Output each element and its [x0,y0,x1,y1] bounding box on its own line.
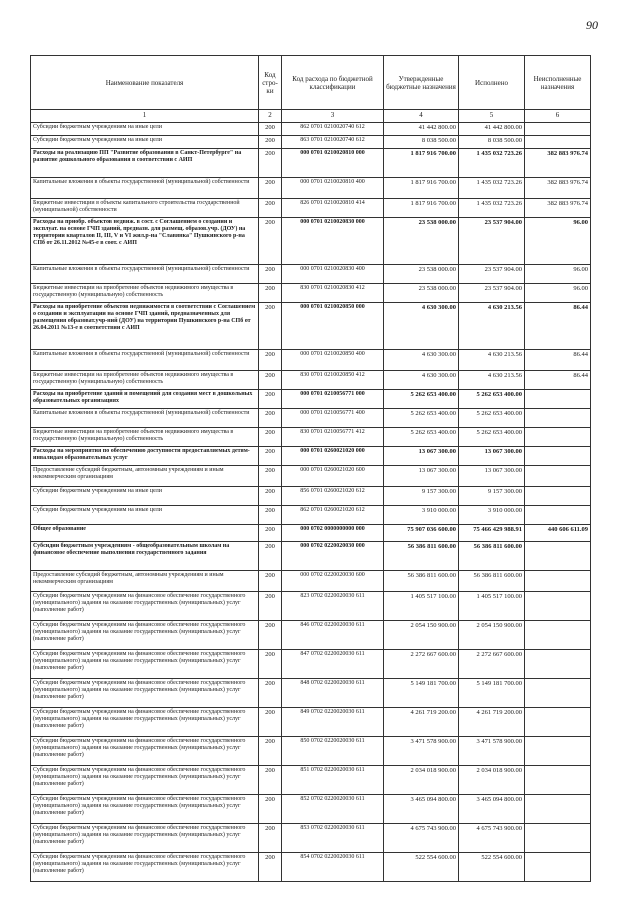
row-line-code-cell: 200 [259,136,282,149]
table-row [31,621,591,650]
column-number: 5 [459,110,525,123]
row-unexecuted-cell [525,708,591,737]
row-unexecuted-cell [525,409,591,428]
column-number: 6 [525,110,591,123]
table-row [31,265,591,284]
row-expense-code-cell: 000 0701 0210056771 400 [282,409,384,428]
row-line-code-cell: 200 [259,487,282,506]
row-unexecuted-cell [525,737,591,766]
row-expense-code-cell: 000 0701 0260021020 600 [282,466,384,487]
row-name-cell: Бюджетные инвестиции на приобретение объектов недвижимого имущества в государственную (муниципальную) собственность [31,371,259,390]
row-approved-cell: 5 262 653 400.00 [384,409,459,428]
row-executed-cell: 2 054 150 900.00 [459,621,525,650]
row-expense-code-cell: 000 0702 0220020030 000 [282,542,384,571]
row-name-cell: Расходы на приобретение зданий и помещений для создания мест в дошкольных образовательных организациях [31,390,259,409]
row-line-code-cell: 200 [259,149,282,178]
row-executed-cell: 5 262 653 400.00 [459,409,525,428]
row-executed-cell: 522 554 600.00 [459,853,525,882]
row-approved-cell: 4 630 300.00 [384,371,459,390]
table-row [31,303,591,350]
row-name-cell: Предоставление субсидий бюджетным, автономным учреждениям и иным некоммерческим организациям [31,466,259,487]
row-approved-cell: 8 038 500.00 [384,136,459,149]
row-executed-cell: 4 261 719 200.00 [459,708,525,737]
row-executed-cell: 41 442 800.00 [459,123,525,136]
row-line-code-cell: 200 [259,390,282,409]
row-line-code-cell: 200 [259,178,282,199]
row-approved-cell: 23 538 000.00 [384,284,459,303]
row-expense-code-cell: 000 0701 0260021020 000 [282,447,384,466]
table-row [31,737,591,766]
row-name-cell: Расходы на реализацию ПП "Развитие образования в Санкт-Петербурге" на развитие дошкольного образования в соответствии с АИП [31,149,259,178]
row-name-cell: Капитальные вложения в объекты государственной (муниципальной) собственности [31,350,259,371]
table-row [31,178,591,199]
table-row [31,542,591,571]
budget-execution-table [30,55,591,882]
row-approved-cell: 3 465 094 800.00 [384,795,459,824]
row-name-cell: Субсидии бюджетным учреждениям на финансовое обеспечение государственного (муниципального) задания на оказание государственных (муниципальных) услуг (выполнение работ) [31,592,259,621]
row-name-cell: Расходы на мероприятия по обеспечению доступности предоставляемых детям-инвалидам образовательных услуг [31,447,259,466]
table-row [31,149,591,178]
row-name-cell: Субсидии бюджетным учреждениям на иные цели [31,123,259,136]
row-name-cell: Бюджетные инвестиции в объекты капитального строительства государственной (муниципальной) собственности [31,199,259,218]
row-executed-cell: 23 537 904.00 [459,284,525,303]
table-row [31,428,591,447]
table-row [31,853,591,882]
header-name: Наименование показателя [31,56,259,110]
table-row [31,650,591,679]
row-name-cell: Субсидии бюджетным учреждениям на финансовое обеспечение государственного (муниципального) задания на оказание государственных (муниципальных) услуг (выполнение работ) [31,737,259,766]
row-line-code-cell: 200 [259,218,282,265]
row-executed-cell: 4 630 213.56 [459,350,525,371]
row-approved-cell: 1 817 916 700.00 [384,149,459,178]
row-unexecuted-cell [525,824,591,853]
row-expense-code-cell: 830 0701 0210020850 412 [282,371,384,390]
row-name-cell: Расходы на приобр. объектов недвиж. в сост. с Соглашением о создании и эксплуат. на основе ГЧП зданий, предназн. для размещ. образов.учр. (ДОУ) на территории кварталов II, III, V и VI жил.р-на "Славянка" Пушкинского р-на СПб от 26.11.2012 №45-е в соот. с АИП [31,218,259,265]
row-line-code-cell: 200 [259,621,282,650]
row-unexecuted-cell [525,390,591,409]
row-unexecuted-cell [525,795,591,824]
row-approved-cell: 23 538 000.00 [384,265,459,284]
table-row [31,350,591,371]
row-expense-code-cell: 862 0701 0260021020 612 [282,506,384,525]
row-unexecuted-cell [525,853,591,882]
row-unexecuted-cell [525,542,591,571]
table-row [31,390,591,409]
row-executed-cell: 1 435 032 723.26 [459,199,525,218]
row-unexecuted-cell [525,123,591,136]
row-approved-cell: 3 910 000.00 [384,506,459,525]
row-approved-cell: 4 630 300.00 [384,303,459,350]
row-approved-cell: 2 272 667 600.00 [384,650,459,679]
table-row [31,123,591,136]
row-executed-cell: 56 386 811 600.00 [459,571,525,592]
row-expense-code-cell: 863 0701 0210020740 612 [282,136,384,149]
row-name-cell: Субсидии бюджетным учреждениям на иные цели [31,136,259,149]
row-approved-cell: 1 817 916 700.00 [384,178,459,199]
row-line-code-cell: 200 [259,447,282,466]
row-executed-cell: 13 067 300.00 [459,447,525,466]
row-name-cell: Субсидии бюджетным учреждениям на иные цели [31,487,259,506]
row-executed-cell: 8 038 500.00 [459,136,525,149]
row-line-code-cell: 200 [259,650,282,679]
row-line-code-cell: 200 [259,571,282,592]
row-unexecuted-cell: 96.00 [525,284,591,303]
table-row [31,466,591,487]
row-approved-cell: 1 817 916 700.00 [384,199,459,218]
row-expense-code-cell: 826 0701 0210020810 414 [282,199,384,218]
table-row [31,199,591,218]
row-name-cell: Капитальные вложения в объекты государственной (муниципальной) собственности [31,178,259,199]
table-row [31,409,591,428]
row-expense-code-cell: 000 0701 0210020830 400 [282,265,384,284]
row-line-code-cell: 200 [259,708,282,737]
row-line-code-cell: 200 [259,409,282,428]
row-unexecuted-cell [525,679,591,708]
row-unexecuted-cell: 382 883 976.74 [525,149,591,178]
table-row [31,795,591,824]
row-executed-cell: 23 537 904.00 [459,218,525,265]
row-name-cell: Бюджетные инвестиции на приобретение объектов недвижимого имущества в государственную (муниципальную) собственность [31,284,259,303]
row-unexecuted-cell: 86.44 [525,303,591,350]
row-executed-cell: 1 435 032 723.26 [459,149,525,178]
row-name-cell: Субсидии бюджетным учреждениям на финансовое обеспечение государственного (муниципального) задания на оказание государственных (муниципальных) услуг (выполнение работ) [31,679,259,708]
row-name-cell: Капитальные вложения в объекты государственной (муниципальной) собственности [31,265,259,284]
row-unexecuted-cell [525,466,591,487]
row-name-cell: Расходы на приобретение объектов недвижимости в соответствии с Соглашением о создании и эксплуатации на основе ГЧП зданий, предназначенных для размещения образоват.учр-ний (ДОУ) на территории Пушкинского р-на СПб от 26.04.2011 №13-е в соответствии с АИП [31,303,259,350]
row-expense-code-cell: 846 0702 0220020030 611 [282,621,384,650]
row-approved-cell: 4 261 719 200.00 [384,708,459,737]
row-unexecuted-cell [525,136,591,149]
row-approved-cell: 5 149 181 700.00 [384,679,459,708]
row-unexecuted-cell [525,428,591,447]
row-name-cell: Капитальные вложения в объекты государственной (муниципальной) собственности [31,409,259,428]
row-line-code-cell: 200 [259,525,282,542]
row-executed-cell: 2 272 667 600.00 [459,650,525,679]
row-name-cell: Субсидии бюджетным учреждениям на финансовое обеспечение государственного (муниципального) задания на оказание государственных (муниципальных) услуг (выполнение работ) [31,824,259,853]
row-line-code-cell: 200 [259,303,282,350]
row-expense-code-cell: 849 0702 0220020030 611 [282,708,384,737]
row-expense-code-cell: 830 0701 0210020830 412 [282,284,384,303]
row-unexecuted-cell [525,487,591,506]
row-name-cell: Субсидии бюджетным учреждениям - общеобразовательным школам на финансовое обеспечение выполнения государственного задания [31,542,259,571]
row-line-code-cell: 200 [259,199,282,218]
row-unexecuted-cell: 86.44 [525,350,591,371]
row-name-cell: Предоставление субсидий бюджетным, автономным учреждениям и иным некоммерческим организациям [31,571,259,592]
row-approved-cell: 5 262 653 400.00 [384,428,459,447]
row-expense-code-cell: 853 0702 0220020030 611 [282,824,384,853]
table-row [31,766,591,795]
row-expense-code-cell: 856 0701 0260021020 612 [282,487,384,506]
row-unexecuted-cell: 96.00 [525,265,591,284]
table-row [31,371,591,390]
table-row [31,506,591,525]
row-approved-cell: 522 554 600.00 [384,853,459,882]
table-row [31,136,591,149]
row-line-code-cell: 200 [259,466,282,487]
table-row [31,708,591,737]
row-approved-cell: 4 630 300.00 [384,350,459,371]
row-executed-cell: 1 405 517 100.00 [459,592,525,621]
row-line-code-cell: 200 [259,506,282,525]
row-approved-cell: 75 907 036 600.00 [384,525,459,542]
header-line-code: Код стро-ки [259,56,282,110]
row-unexecuted-cell [525,650,591,679]
row-approved-cell: 23 538 000.00 [384,218,459,265]
row-expense-code-cell: 000 0702 0220020030 600 [282,571,384,592]
row-approved-cell: 4 675 743 900.00 [384,824,459,853]
row-line-code-cell: 200 [259,766,282,795]
row-executed-cell: 2 034 018 900.00 [459,766,525,795]
row-line-code-cell: 200 [259,824,282,853]
row-line-code-cell: 200 [259,542,282,571]
row-executed-cell: 3 471 578 900.00 [459,737,525,766]
row-executed-cell: 13 067 300.00 [459,466,525,487]
column-number: 4 [384,110,459,123]
row-expense-code-cell: 830 0701 0210056771 412 [282,428,384,447]
row-line-code-cell: 200 [259,853,282,882]
column-number: 3 [282,110,384,123]
row-unexecuted-cell [525,571,591,592]
row-executed-cell: 75 466 429 988.91 [459,525,525,542]
row-name-cell: Субсидии бюджетным учреждениям на финансовое обеспечение государственного (муниципального) задания на оказание государственных (муниципальных) услуг (выполнение работ) [31,853,259,882]
row-name-cell: Субсидии бюджетным учреждениям на финансовое обеспечение государственного (муниципального) задания на оказание государственных (муниципальных) услуг (выполнение работ) [31,621,259,650]
page-number: 90 [586,18,598,32]
row-line-code-cell: 200 [259,371,282,390]
row-expense-code-cell: 852 0702 0220020030 611 [282,795,384,824]
row-approved-cell: 41 442 800.00 [384,123,459,136]
row-executed-cell: 23 537 904.00 [459,265,525,284]
row-executed-cell: 5 262 653 400.00 [459,428,525,447]
row-approved-cell: 56 386 811 600.00 [384,542,459,571]
header-approved: Утвержденные бюджетные назначения [384,56,459,110]
row-name-cell: Субсидии бюджетным учреждениям на финансовое обеспечение государственного (муниципального) задания на оказание государственных (муниципальных) услуг (выполнение работ) [31,708,259,737]
table-row [31,592,591,621]
row-expense-code-cell: 000 0701 0210056771 000 [282,390,384,409]
row-executed-cell: 9 157 300.00 [459,487,525,506]
table-row [31,679,591,708]
row-approved-cell: 13 067 300.00 [384,447,459,466]
column-number-row [31,110,591,123]
row-executed-cell: 4 630 213.56 [459,303,525,350]
row-approved-cell: 56 386 811 600.00 [384,571,459,592]
table-row [31,218,591,265]
header-executed: Исполнено [459,56,525,110]
row-line-code-cell: 200 [259,428,282,447]
table-row [31,571,591,592]
row-name-cell: Бюджетные инвестиции на приобретение объектов недвижимого имущества в государственную (муниципальную) собственность [31,428,259,447]
row-executed-cell: 5 262 653 400.00 [459,390,525,409]
row-expense-code-cell: 848 0702 0220020030 611 [282,679,384,708]
row-approved-cell: 2 034 018 900.00 [384,766,459,795]
table-row [31,525,591,542]
row-unexecuted-cell [525,621,591,650]
row-executed-cell: 1 435 032 723.26 [459,178,525,199]
row-approved-cell: 13 067 300.00 [384,466,459,487]
row-approved-cell: 2 054 150 900.00 [384,621,459,650]
row-expense-code-cell: 000 0701 0210020830 000 [282,218,384,265]
table-body [31,123,591,882]
row-expense-code-cell: 000 0702 0000000000 000 [282,525,384,542]
row-unexecuted-cell: 382 883 976.74 [525,199,591,218]
row-expense-code-cell: 850 0702 0220020030 611 [282,737,384,766]
row-line-code-cell: 200 [259,265,282,284]
header-expense-code: Код расхода по бюджетной классификации [282,56,384,110]
row-executed-cell: 5 149 181 700.00 [459,679,525,708]
row-unexecuted-cell [525,506,591,525]
row-approved-cell: 3 471 578 900.00 [384,737,459,766]
row-unexecuted-cell [525,592,591,621]
row-line-code-cell: 200 [259,795,282,824]
row-approved-cell: 9 157 300.00 [384,487,459,506]
row-line-code-cell: 200 [259,679,282,708]
row-approved-cell: 5 262 653 400.00 [384,390,459,409]
column-number: 2 [259,110,282,123]
row-expense-code-cell: 000 0701 0210020850 000 [282,303,384,350]
row-executed-cell: 4 675 743 900.00 [459,824,525,853]
row-unexecuted-cell: 86.44 [525,371,591,390]
row-expense-code-cell: 847 0702 0220020030 611 [282,650,384,679]
row-unexecuted-cell: 382 883 976.74 [525,178,591,199]
column-number: 1 [31,110,259,123]
row-unexecuted-cell: 440 606 611.09 [525,525,591,542]
table-row [31,284,591,303]
row-line-code-cell: 200 [259,350,282,371]
row-expense-code-cell: 000 0701 0210020810 000 [282,149,384,178]
row-name-cell: Общее образование [31,525,259,542]
table-header-row [31,56,591,110]
table-row [31,824,591,853]
row-unexecuted-cell: 96.00 [525,218,591,265]
row-unexecuted-cell [525,766,591,795]
table-row [31,487,591,506]
row-expense-code-cell: 854 0702 0220020030 611 [282,853,384,882]
row-executed-cell: 56 386 811 600.00 [459,542,525,571]
table-row [31,447,591,466]
row-expense-code-cell: 000 0701 0210020810 400 [282,178,384,199]
row-name-cell: Субсидии бюджетным учреждениям на финансовое обеспечение государственного (муниципального) задания на оказание государственных (муниципальных) услуг (выполнение работ) [31,795,259,824]
header-unexecuted: Неисполненные назначения [525,56,591,110]
row-expense-code-cell: 862 0701 0210020740 612 [282,123,384,136]
row-unexecuted-cell [525,447,591,466]
row-name-cell: Субсидии бюджетным учреждениям на иные цели [31,506,259,525]
row-line-code-cell: 200 [259,592,282,621]
row-name-cell: Субсидии бюджетным учреждениям на финансовое обеспечение государственного (муниципального) задания на оказание государственных (муниципальных) услуг (выполнение работ) [31,766,259,795]
row-expense-code-cell: 823 0702 0220020030 611 [282,592,384,621]
row-line-code-cell: 200 [259,123,282,136]
row-expense-code-cell: 851 0702 0220020030 611 [282,766,384,795]
row-line-code-cell: 200 [259,737,282,766]
row-expense-code-cell: 000 0701 0210020850 400 [282,350,384,371]
row-executed-cell: 3 465 094 800.00 [459,795,525,824]
row-line-code-cell: 200 [259,284,282,303]
row-executed-cell: 3 910 000.00 [459,506,525,525]
row-name-cell: Субсидии бюджетным учреждениям на финансовое обеспечение государственного (муниципального) задания на оказание государственных (муниципальных) услуг (выполнение работ) [31,650,259,679]
row-approved-cell: 1 405 517 100.00 [384,592,459,621]
row-executed-cell: 4 630 213.56 [459,371,525,390]
